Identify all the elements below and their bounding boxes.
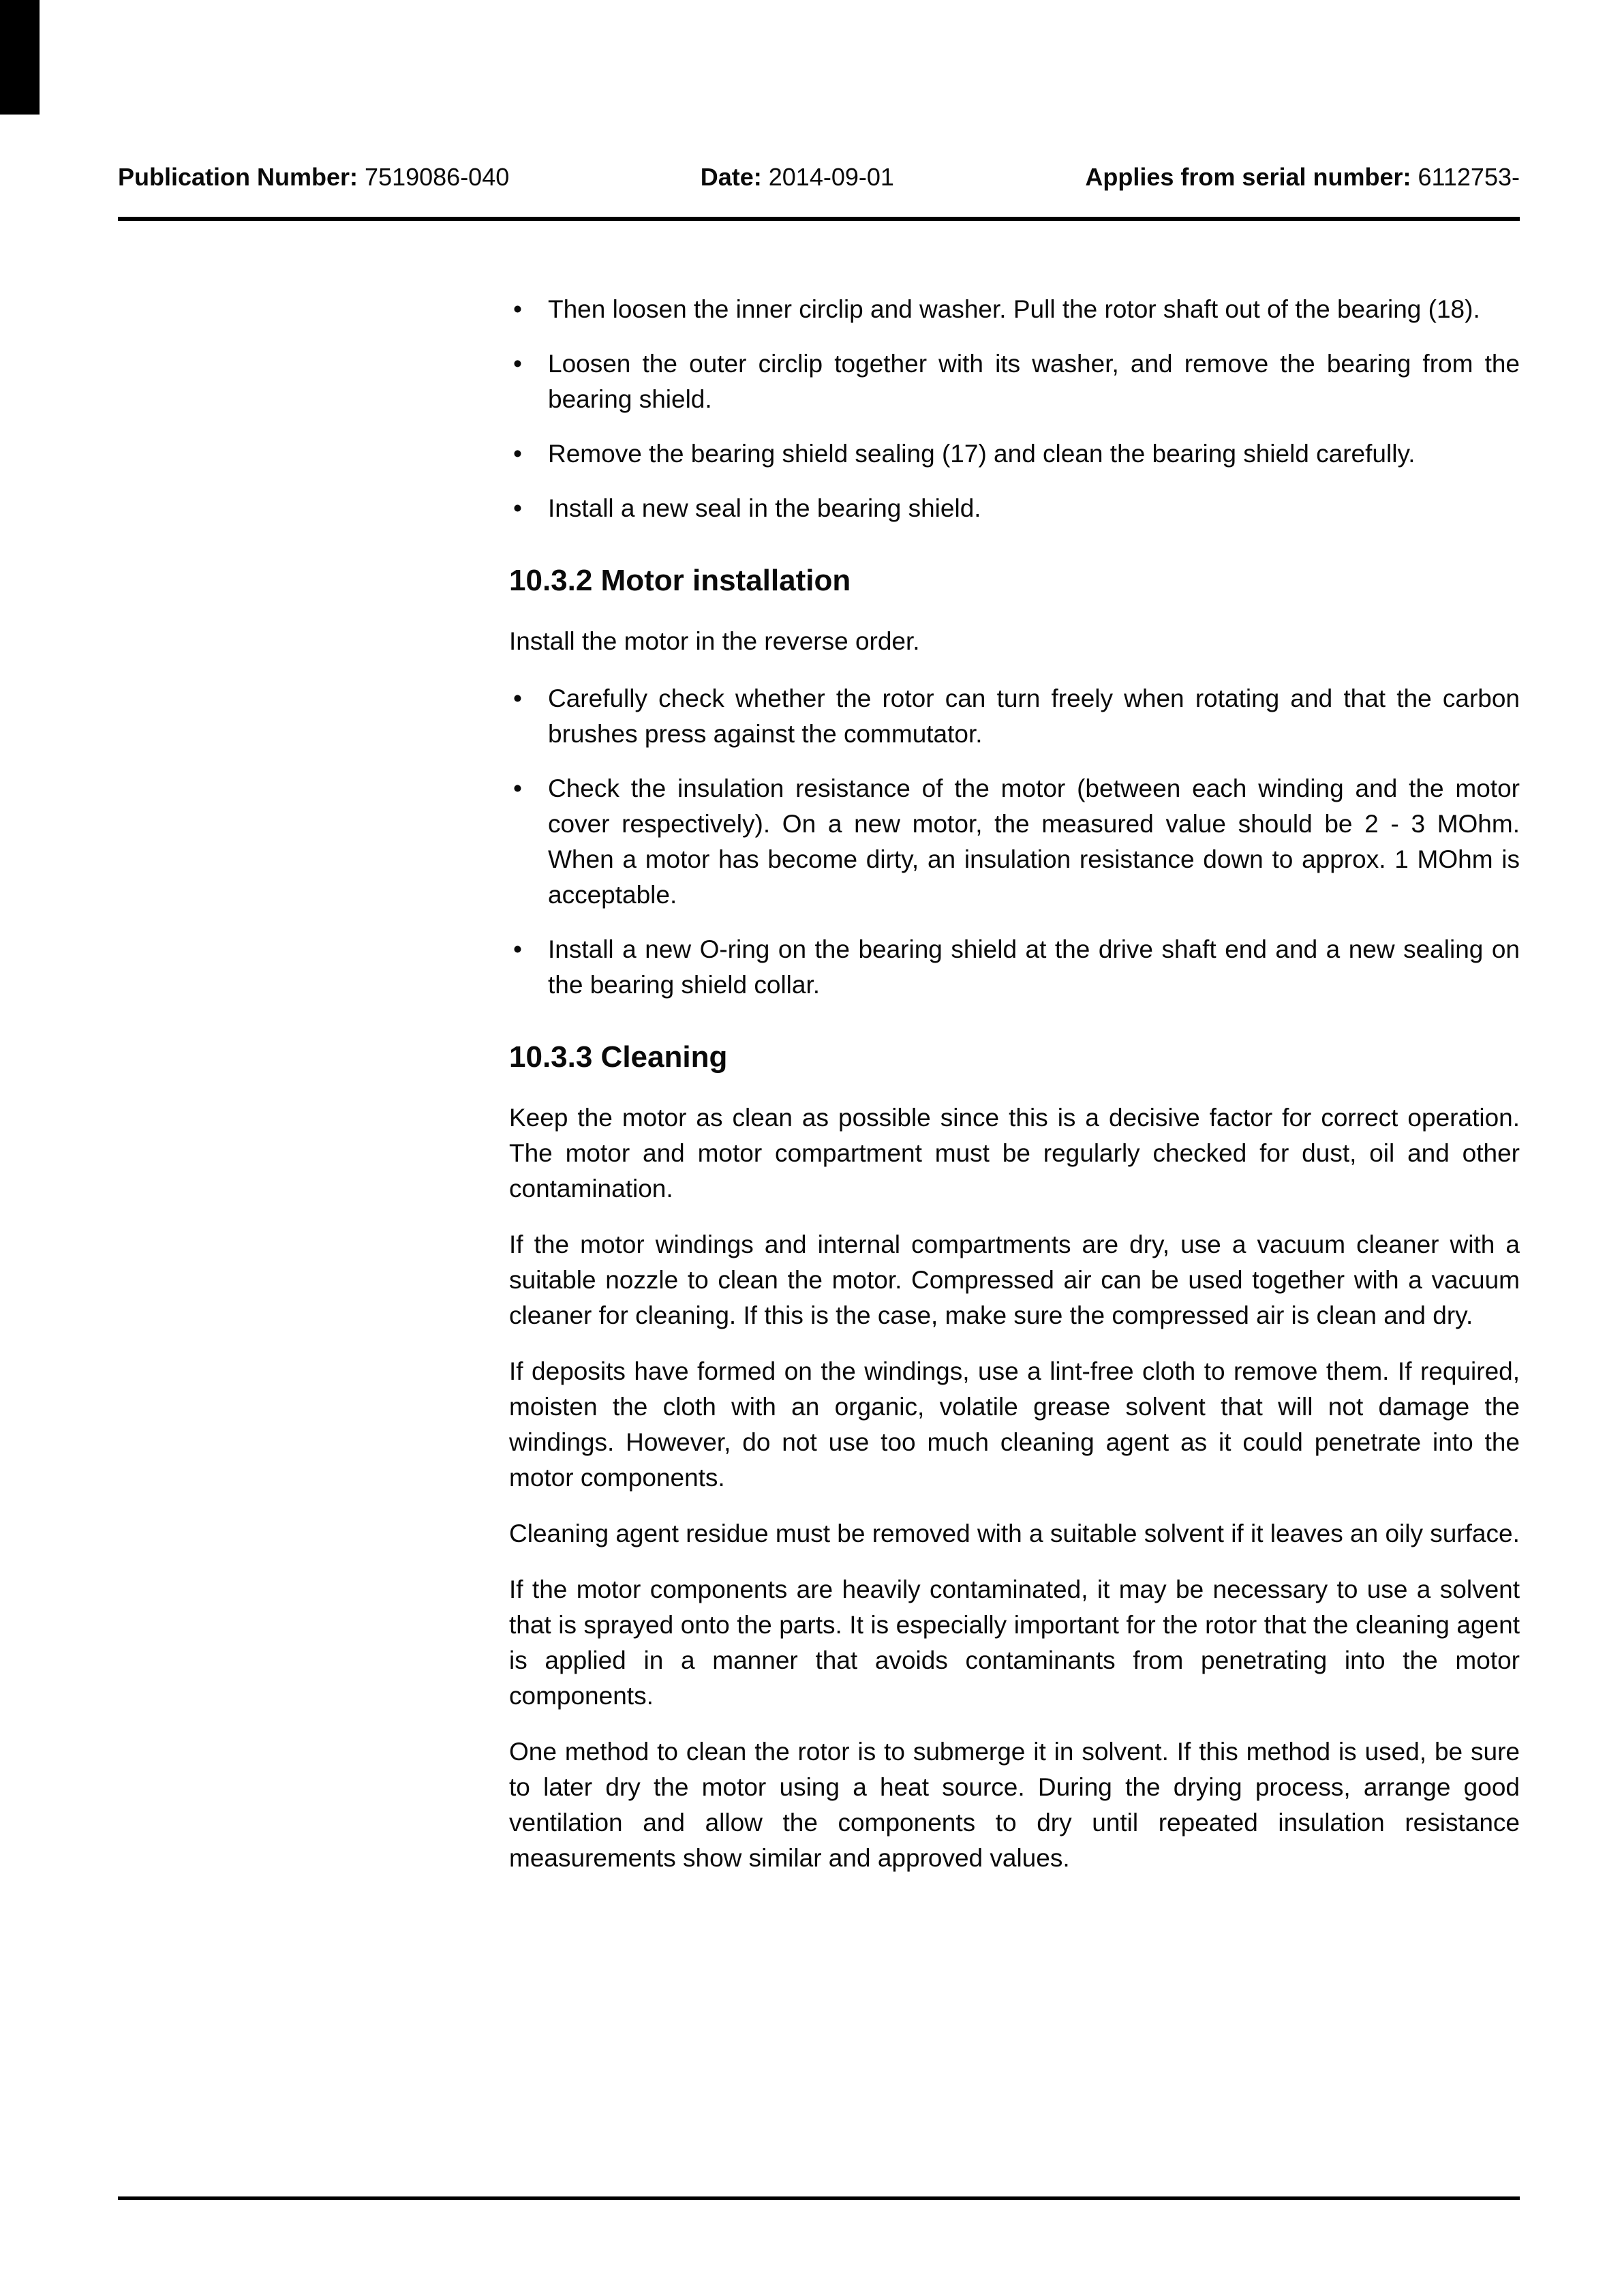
page-header [118, 162, 1520, 192]
list-item: • Carefully check whether the rotor can turn freely when rotating and that the carbon brushes press against the commutator. [509, 681, 1520, 752]
publication-number [118, 162, 509, 192]
serial-number-label: Applies from serial number: [1085, 163, 1411, 191]
list-item: • Check the insulation resistance of the motor (between each winding and the motor cover respectively). On a new motor, the measured value should be 2 - 3 MOhm. When a motor has become dirty, an insulation resistance down to approx. 1 MOhm is acceptable. [509, 771, 1520, 913]
paragraph: One method to clean the rotor is to submerge it in solvent. If this method is used, be sure to later dry the motor using a heat source. During the drying process, arrange good ventilation and allow the components to dry until repeated insulation resistance measurements show similar and approved values. [509, 1738, 1520, 1872]
publication-number-label: Publication Number: [118, 163, 358, 191]
scan-corner-mark [0, 0, 40, 115]
publication-date-label: Date: [700, 163, 762, 191]
paragraph: If the motor windings and internal compartments are dry, use a vacuum cleaner with a suitable nozzle to clean the motor. Compressed air can be used together with a vacuum cleaner for cleaning. If this is the case, make sure the compressed air is clean and dry. [509, 1230, 1520, 1329]
publication-date [701, 162, 894, 192]
serial-number-value: 6112753- [1418, 163, 1520, 191]
paragraph: Keep the motor as clean as possible since this is a decisive factor for correct operation. The motor and motor compartment must be regularly checked for dust, oil and other contamination. [509, 1104, 1520, 1203]
bearing-removal-bullet-list [509, 292, 1520, 526]
list-item: • Install a new seal in the bearing shield. [509, 491, 1520, 526]
paragraph: Cleaning agent residue must be removed with a suitable solvent if it leaves an oily surface. [509, 1520, 1520, 1547]
publication-number-value: 7519086-040 [365, 163, 510, 191]
motor-installation-bullet-list [509, 681, 1520, 1003]
list-item: • Remove the bearing shield sealing (17) and clean the bearing shield carefully. [509, 436, 1520, 472]
list-item: • Loosen the outer circlip together with its washer, and remove the bearing from the bearing shield. [509, 346, 1520, 417]
paragraph: If deposits have formed on the windings, use a lint-free cloth to remove them. If required, moisten the cloth with an organic, volatile grease solvent that will not damage the windings. However, do not use too much cleaning agent as it could penetrate into the motor components. [509, 1357, 1520, 1492]
list-item: • Install a new O-ring on the bearing shield at the drive shaft end and a new sealing on the bearing shield collar. [509, 932, 1520, 1003]
header-divider [118, 217, 1520, 221]
publication-date-value: 2014-09-01 [768, 163, 894, 191]
section-heading-cleaning: 10.3.3 Cleaning [509, 1040, 728, 1074]
footer-divider [118, 2196, 1520, 2200]
page-content [509, 292, 1520, 1897]
paragraph: If the motor components are heavily contaminated, it may be necessary to use a solvent that is sprayed onto the parts. It is especially important for the rotor that the cleaning agent is applied in a manner that avoids contaminants from penetrating into the motor components. [509, 1575, 1520, 1710]
section-heading-motor-installation: 10.3.2 Motor installation [509, 564, 851, 597]
serial-number [1085, 162, 1520, 192]
paragraph: Install the motor in the reverse order. [509, 627, 920, 655]
list-item: • Then loosen the inner circlip and washer. Pull the rotor shaft out of the bearing (18). [509, 292, 1520, 327]
